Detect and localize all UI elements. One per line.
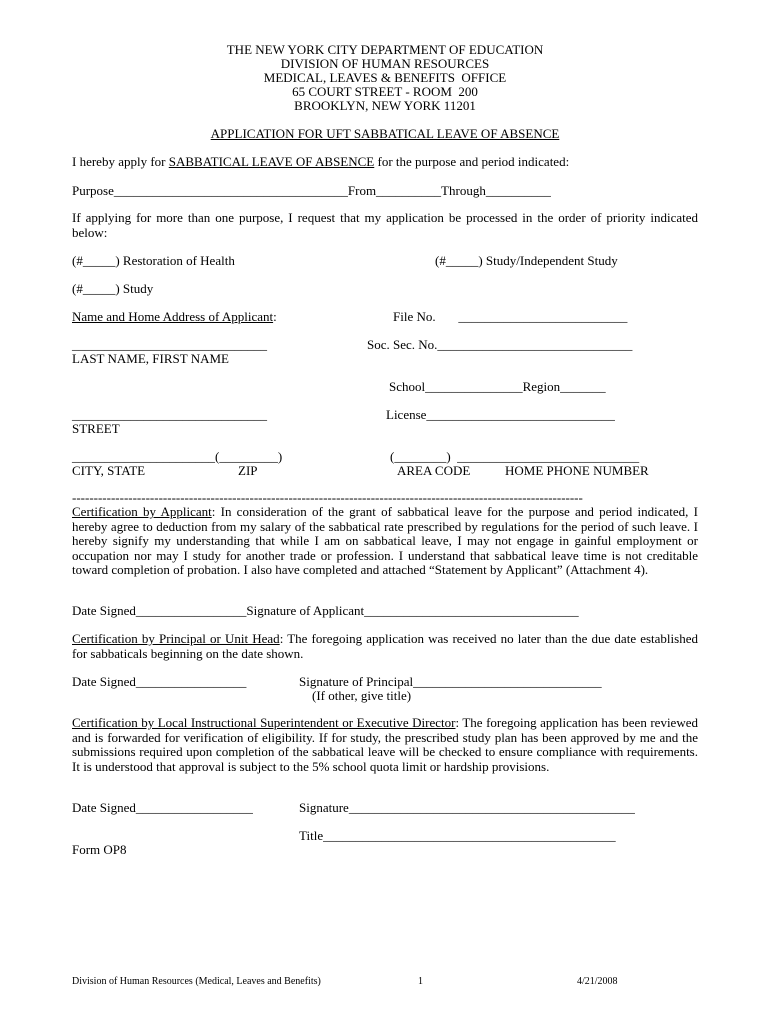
street-field[interactable]: ______________________________ bbox=[72, 407, 267, 422]
principal-date-field[interactable]: Date Signed_________________ bbox=[72, 674, 247, 689]
header-office: MEDICAL, LEAVES & BENEFITS OFFICE bbox=[263, 70, 507, 85]
option-independent-study[interactable]: (#_____) Study/Independent Study bbox=[435, 253, 618, 268]
form-id: Form OP8 bbox=[72, 842, 127, 857]
form-title bbox=[0, 127, 770, 141]
cert-principal-text: : The foregoing application was received no later than the due date established for sabbaticals beginning on the date shown. bbox=[72, 631, 698, 661]
cert-superintendent-paragraph bbox=[72, 716, 698, 774]
city-state-label: CITY, STATE bbox=[72, 463, 146, 478]
purpose-line[interactable]: Purpose____________________________________From__________Through__________ bbox=[72, 183, 551, 198]
form-title-text: APPLICATION FOR UFT SABBATICAL LEAVE OF ABSENCE bbox=[210, 126, 560, 141]
name-field[interactable]: ______________________________ bbox=[72, 337, 267, 352]
phone-field[interactable]: (________) ____________________________ bbox=[390, 449, 640, 464]
intro-before: I hereby apply for bbox=[72, 154, 169, 169]
priority-text: If applying for more than one purpose, I request that my application be processed in the order of priority indicated below: bbox=[72, 210, 698, 240]
applicant-heading-text: Name and Home Address of Applicant bbox=[72, 309, 274, 324]
name-label: LAST NAME, FIRST NAME bbox=[72, 351, 229, 366]
cert-principal-heading: Certification by Principal or Unit Head bbox=[72, 631, 280, 646]
license-field[interactable]: License_____________________________ bbox=[386, 407, 615, 422]
applicant-signature-line[interactable]: Date Signed_________________Signature of Applicant_________________________________ bbox=[72, 603, 579, 618]
principal-signature-note: (If other, give title) bbox=[312, 688, 412, 703]
header-division: DIVISION OF HUMAN RESOURCES bbox=[280, 56, 490, 71]
area-code-label: AREA CODE bbox=[397, 463, 471, 478]
street-label: STREET bbox=[72, 421, 120, 436]
superintendent-title-field[interactable]: Title_____________________________________________ bbox=[299, 828, 616, 843]
option-restoration-of-health[interactable]: (#_____) Restoration of Health bbox=[72, 253, 235, 268]
separator-line: ---------------------------------------------------------------------------------------------------------------------- bbox=[72, 491, 583, 505]
city-zip-field[interactable]: ______________________(_________) bbox=[72, 449, 283, 464]
cert-applicant-text: : In consideration of the grant of sabbatical leave for the purpose and period indicated, I hereby agree to deduction from my salary of the sabbatical rate prescribed by regulations for the period of such leave. I hereby signify my understanding that while I am on sabbatical leave, I may not engage in gainful employment or occupation nor may I study for another trade or profession. I understand that sabbatical leave time is not creditable toward completion of probation. I also have completed and attached “Statement by Applicant” (Attachment 4). bbox=[72, 504, 698, 578]
superintendent-signature-field[interactable]: Signature____________________________________________ bbox=[299, 800, 635, 815]
applicant-heading bbox=[72, 310, 277, 324]
file-no-field[interactable]: File No. __________________________ bbox=[393, 309, 628, 324]
soc-sec-field[interactable]: Soc. Sec. No.______________________________ bbox=[367, 337, 633, 352]
superintendent-date-field[interactable]: Date Signed__________________ bbox=[72, 800, 253, 815]
cert-superintendent-text: : The foregoing application has been reviewed and is forwarded for verification of eligibility. If for study, the prescribed study plan has been approved by me and the submissions required upon completion of the sabbatical leave will be checked to ensure compliance with requirements. It is understood that approval is subject to the 5% school quota limit or hardship provisions. bbox=[72, 715, 698, 774]
option-study[interactable]: (#_____) Study bbox=[72, 281, 154, 296]
footer-date: 4/21/2008 bbox=[577, 976, 618, 987]
school-region-field[interactable]: School_______________Region_______ bbox=[389, 379, 606, 394]
footer-division: Division of Human Resources (Medical, Leaves and Benefits) bbox=[72, 976, 321, 987]
header-street: 65 COURT STREET - ROOM 200 bbox=[292, 84, 478, 99]
footer-page-number: 1 bbox=[418, 976, 423, 987]
header-department: THE NEW YORK CITY DEPARTMENT OF EDUCATION bbox=[226, 42, 544, 57]
principal-signature-field[interactable]: Signature of Principal_____________________________ bbox=[299, 674, 602, 689]
intro-underlined: SABBATICAL LEAVE OF ABSENCE bbox=[168, 154, 375, 169]
cert-principal-paragraph bbox=[72, 632, 698, 661]
intro-after: for the purpose and period indicated: bbox=[374, 154, 570, 169]
cert-superintendent-heading: Certification by Local Instructional Superintendent or Executive Director bbox=[72, 715, 456, 730]
header-city: BROOKLYN, NEW YORK 11201 bbox=[294, 98, 476, 113]
cert-applicant-heading: Certification by Applicant bbox=[72, 504, 212, 519]
zip-label: ZIP bbox=[238, 463, 258, 478]
cert-applicant-paragraph bbox=[72, 505, 698, 578]
intro-sentence bbox=[72, 155, 569, 169]
home-phone-label: HOME PHONE NUMBER bbox=[505, 463, 649, 478]
applicant-heading-colon: : bbox=[273, 309, 277, 324]
